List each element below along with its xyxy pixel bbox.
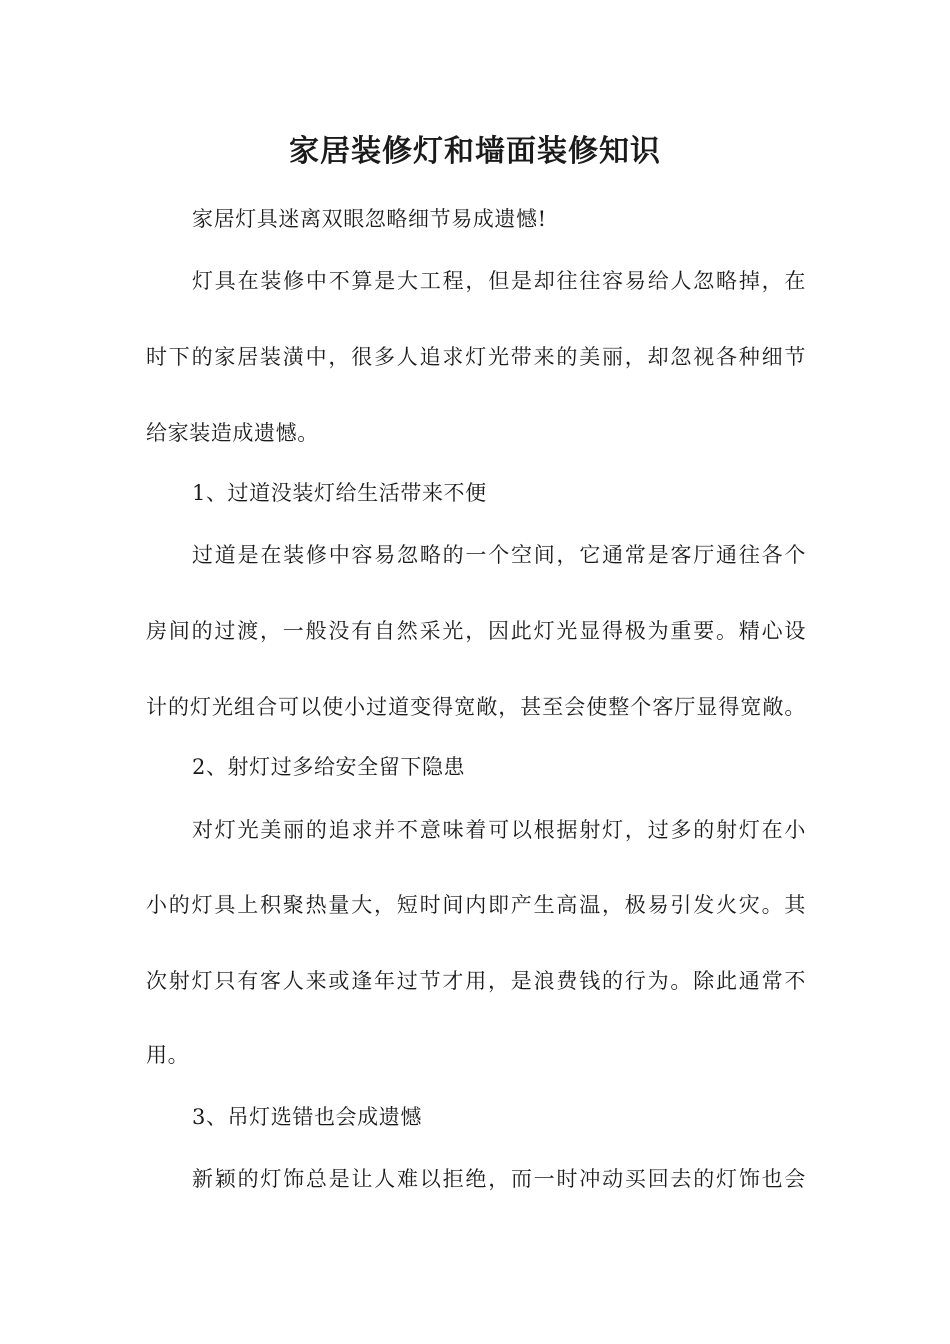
paragraph-line: 房间的过渡，一般没有自然采光，因此灯光显得极为重要。精心设: [146, 619, 806, 643]
paragraph-line: 对灯光美丽的追求并不意味着可以根据射灯，过多的射灯在小: [192, 818, 806, 842]
paragraph-line: 时下的家居装潢中，很多人追求灯光带来的美丽，却忽视各种细节: [146, 345, 806, 369]
document-title: 家居装修灯和墙面装修知识: [289, 134, 661, 169]
section-heading: 1、过道没装灯给生活带来不便: [192, 481, 487, 505]
subtitle-line: 家居灯具迷离双眼忽略细节易成遗憾!: [192, 207, 547, 231]
paragraph-line: 新颖的灯饰总是让人难以拒绝，而一时冲动买回去的灯饰也会: [192, 1167, 806, 1191]
section-heading: 3、吊灯选错也会成遗憾: [192, 1105, 422, 1129]
paragraph-line: 用。: [146, 1043, 190, 1067]
paragraph-line: 给家装造成遗憾。: [146, 421, 319, 445]
paragraph-line: 过道是在装修中容易忽略的一个空间，它通常是客厅通往各个: [192, 543, 806, 567]
paragraph-line: 灯具在装修中不算是大工程，但是却往往容易给人忽略掉，在: [192, 269, 806, 293]
section-heading: 2、射灯过多给安全留下隐患: [192, 755, 466, 779]
paragraph-line: 小的灯具上积聚热量大，短时间内即产生高温，极易引发火灾。其: [146, 893, 806, 917]
paragraph-line: 计的灯光组合可以使小过道变得宽敞，甚至会使整个客厅显得宽敞。: [146, 695, 806, 719]
paragraph-line: 次射灯只有客人来或逢年过节才用，是浪费钱的行为。除此通常不: [146, 969, 806, 993]
